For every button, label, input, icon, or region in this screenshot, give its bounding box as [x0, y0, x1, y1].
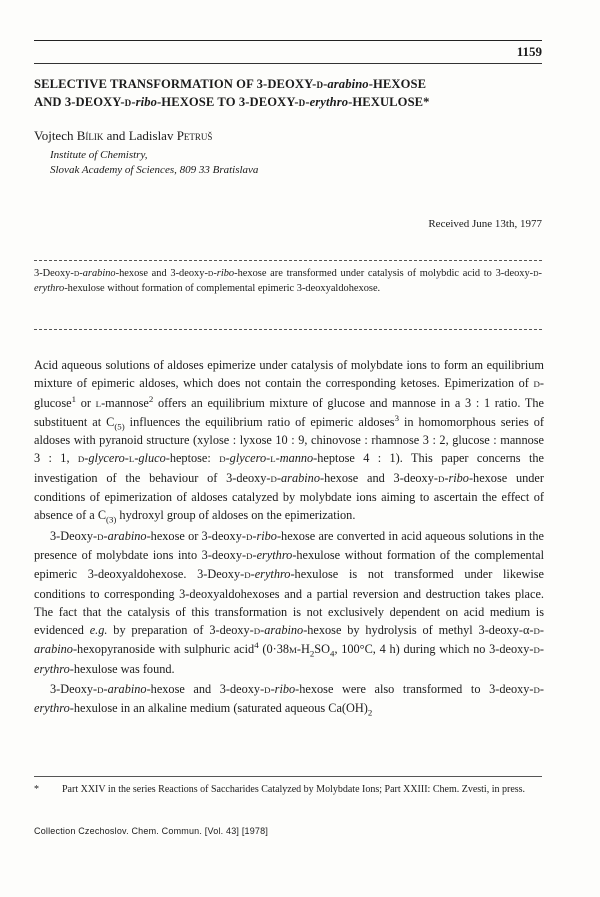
- abstract: 3-Deoxy-D-arabino-hexose and 3-deoxy-D-ribo-hexose are transformed under catalysis of molybdic acid to 3-deoxy-D-erythro-hexulose without formation of complemental epimeric 3-deoxyaldohexose.: [34, 268, 542, 294]
- body-text: [34, 356, 544, 718]
- footnote: [34, 782, 542, 797]
- paragraph-3: 3-Deoxy-D-arabino-hexose and 3-deoxy-D-ribo-hexose were also transformed to 3-deoxy-D-erythro-hexulose in an alkaline medium (saturated aqueous $Ca(OH)_2$: [34, 682, 544, 718]
- journal-citation: Collection Czechoslov. Chem. Commun. [Vol. 43] [1978]: [34, 826, 269, 836]
- abstract-top-rule: [34, 260, 542, 261]
- authors: Vojtech Bílik and Ladislav Petruš: [34, 128, 213, 143]
- paragraph-1: Acid aqueous solutions of aldoses epimerize under catalysis of molybdate ions to form an equilibrium mixture of epimeric aldoses, which does not contain the corresponding ketoses. Epimerization of D-glucose$^1$ or L-mannose$^2$ offers an equilibrium mixture of glucose and mannose in a 3 : 1 ratio. The substituent at $C_{(5)}$ influences the equilibrium ratio of epimeric aldoses$^3$ in homomorphous series of aldoses with pyranoid structure (xylose : lyxose 10 : 9, chinovose : rhamnose 3 : 2, glucose : mannose 3 : 1, D-glycero-L-gluco-heptose: D-glycero-L-manno-heptose 4 : 1). This paper concerns the investigation of the behaviour of 3-deoxy-D-arabino-hexose and 3-deoxy-D-ribo-hexose under conditions of epimerization of aldoses catalyzed by molybdate ions aiming to ascertain the effect of absence of a $C_{(3)}$ hydroxyl group of aldoses on the epimerization.: [34, 358, 544, 525]
- top-rule: [34, 40, 542, 41]
- footnote-rule: [34, 776, 542, 777]
- article-title: [34, 76, 554, 112]
- received-date: Received June 13th, 1977: [428, 218, 542, 230]
- page-number: 1159: [516, 44, 542, 59]
- affiliation: Institute of Chemistry, Slovak Academy of Sciences, 809 33 Bratislava: [50, 149, 259, 176]
- header-rule: [34, 63, 542, 64]
- title-line-1: SELECTIVE TRANSFORMATION OF 3-DEOXY-D-arabino-HEXOSE: [34, 77, 427, 91]
- title-line-2: AND 3-DEOXY-D-ribo-HEXOSE TO 3-DEOXY-D-erythro-HEXULOSE*: [34, 95, 430, 109]
- abstract-bottom-rule: [34, 329, 542, 330]
- paragraph-2: 3-Deoxy-D-arabino-hexose or 3-deoxy-D-ribo-hexose are converted in acid aqueous solutions in the presence of molybdate ions into 3-deoxy-D-erythro-hexulose without formation of the complemental epimeric 3-deoxyaldohexose. 3-Deoxy-D-erythro-hexulose is not transformed under likewise conditions to corresponding 3-deoxyaldohexoses and a partial reversion and destruction takes place. The fact that the catalysis of this transformation is not exclusively dependent on acid medium is evidenced e.g. by preparation of 3-deoxy-D-arabino-hexose by hydrolysis of methyl 3-deoxy-α-D-arabino-hexopyranoside with sulphuric acid$^4$ ($0\cdot 38M-H_2SO_4$, 100°C, 4 h) during which no 3-deoxy-D-erythro-hexulose was found.: [34, 528, 544, 676]
- footnote-text: Part XXIV in the series Reactions of Saccharides Catalyzed by Molybdate Ions; Part XXIII: Chem. Zvesti, in press.: [62, 784, 526, 795]
- footnote-marker: *: [34, 784, 39, 795]
